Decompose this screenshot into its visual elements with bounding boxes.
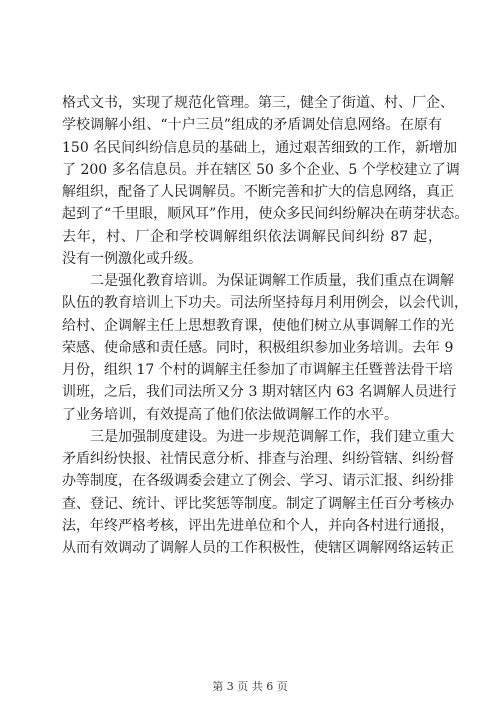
text-line: 查、登记、统计、评比奖惩等制度。制定了调解主任百分考核办 bbox=[62, 495, 454, 512]
text-line: 去年，村、厂企和学校调解组织依法调解民间纠纷 87 起， bbox=[62, 228, 442, 245]
paragraph-continued bbox=[62, 92, 469, 270]
text-line: 矛盾纠纷快报、社情民意分析、排查与治理、纠纷管辖、纠纷督 bbox=[62, 451, 454, 467]
paragraph-system-building bbox=[62, 426, 454, 560]
text-line: 格式文书，实现了规范化管理。第三，健全了街道、村、厂企、 bbox=[62, 95, 454, 111]
text-line: 150 名民间纠纷信息员的基础上，通过艰苦细致的工作，新增加 bbox=[62, 139, 458, 156]
text-line: 起到了“千里眼，顺风耳”作用，使众多民间纠纷解决在萌芽状态。 bbox=[62, 206, 469, 223]
text-line: 学校调解小组、“十户三员”组成的矛盾调处信息网络。在原有 bbox=[62, 117, 442, 134]
text-line: 办等制度，在各级调委会建立了例会、学习、请示汇报、纠纷排 bbox=[62, 473, 454, 490]
text-line: 从而有效调动了调解人员的工作积极性，使辖区调解网络运转正 bbox=[62, 540, 454, 556]
text-line: 法，年终严格考核，评出先进单位和个人，并向各村进行通报， bbox=[62, 517, 454, 534]
paragraph-education-training bbox=[62, 270, 468, 426]
text-line: 队伍的教育培训上下功夫。司法所坚持每月利用例会，以会代训， bbox=[62, 295, 468, 312]
text-line: 解组织，配备了人民调解员。不断完善和扩大的信息网络，真正 bbox=[62, 184, 454, 200]
text-line: 了 200 多名信息员。并在辖区 50 多个企业、5 个学校建立了调 bbox=[62, 161, 460, 178]
text-line: 训班，之后，我们司法所又分 3 期对辖区内 63 名调解人员进行 bbox=[62, 384, 457, 401]
page-number-footer: 第 3 页 共 6 页 bbox=[212, 680, 288, 693]
text-line: 三是加强制度建设。为进一步规范调解工作，我们建立重大 bbox=[90, 428, 454, 445]
text-line: 给村、企调解主任上思想教育课，使他们树立从事调解工作的光 bbox=[62, 317, 454, 334]
text-line: 没有一例激化或升级。 bbox=[62, 250, 202, 267]
text-line: 月份，组织 17 个村的调解主任参加了市调解主任暨普法骨干培 bbox=[62, 362, 453, 378]
text-line: 了业务培训，有效提高了他们依法做调解工作的水平。 bbox=[62, 406, 398, 423]
document-body bbox=[62, 92, 469, 559]
text-line: 荣感、使命感和责任感。同时，积极组织参加业务培训。去年 9 bbox=[62, 339, 454, 356]
text-line: 二是强化教育培训。为保证调解工作质量，我们重点在调解 bbox=[90, 273, 454, 289]
